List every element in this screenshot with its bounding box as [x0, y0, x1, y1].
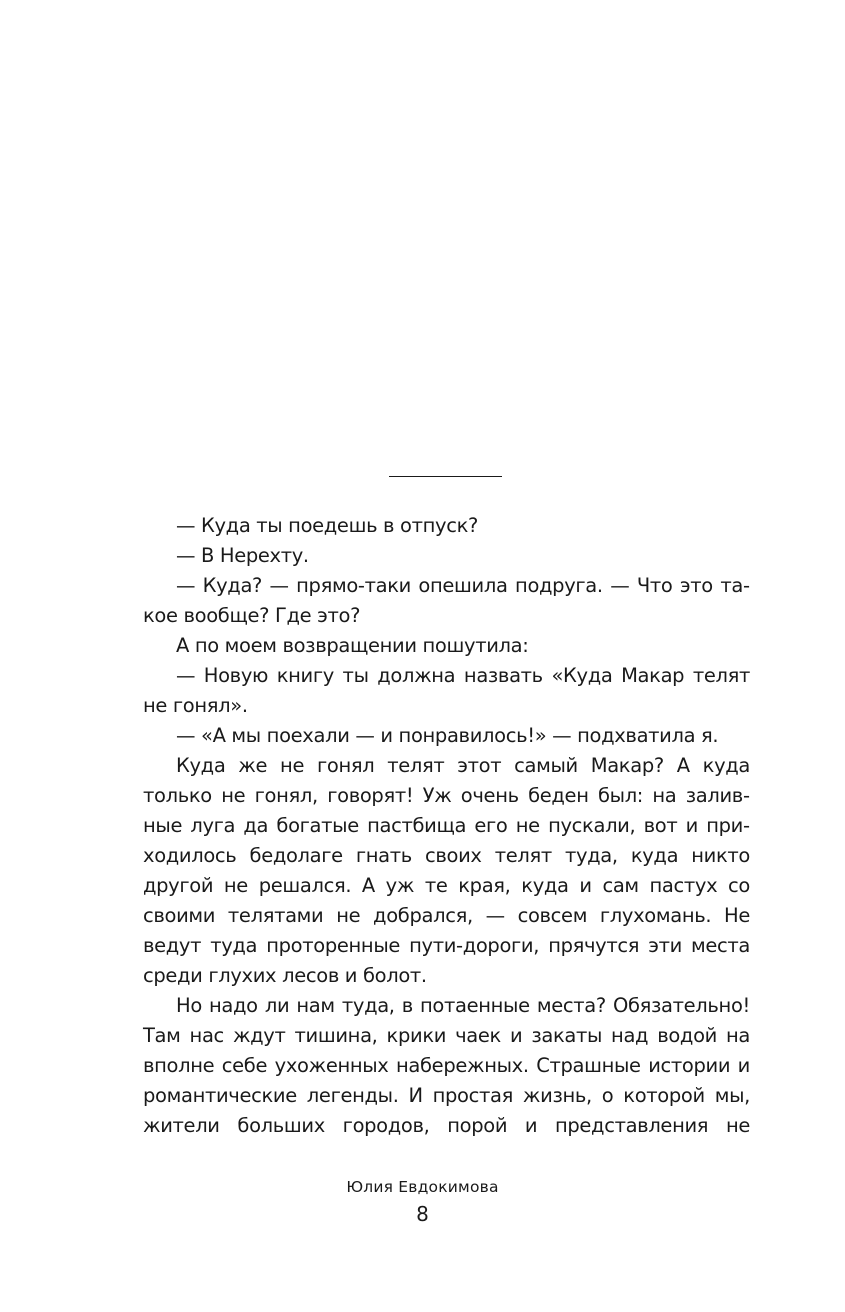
running-footer-author: Юлия Евдокимова	[346, 1178, 499, 1196]
paragraph: А по моем возвращении пошутила:	[176, 634, 529, 657]
section-divider	[389, 476, 502, 477]
paragraph: Куда же не гонял телят этот самый Макар? А куда только не гонял, говорят! Уж очень беден был: на заливные луга да богатые пастбища его не пускали, вот и приходилось бедолаге гнать своих телят туда, куда никто другой не решался. А уж те края, куда и сам пастух со своими телятами не добрался, — совсем глухомань. Не ведут туда проторенные пути-дороги, прячутся эти места среди глухих лесов и болот.	[143, 754, 750, 987]
page-number: 8	[416, 1202, 429, 1226]
paragraph: — Куда? — прямо-таки опешила подруга. — Что это такое вообще? Где это?	[143, 574, 750, 627]
body-text	[143, 511, 750, 1141]
paragraph: — Новую книгу ты должна назвать «Куда Макар телят не гонял».	[143, 664, 750, 717]
paragraph: — «А мы поехали — и понравилось!» — подхватила я.	[176, 724, 719, 747]
paragraph: — Куда ты поедешь в отпуск?	[176, 514, 479, 537]
paragraph: — В Нерехту.	[176, 544, 309, 567]
paragraph: Но надо ли нам туда, в потаенные места? Обязательно! Там нас ждут тишина, крики чаек и закаты над водой на вполне себе ухоженных набережных. Страшные истории и романтические легенды. И простая жизнь, о которой мы, жители больших городов, порой и представления не	[143, 994, 750, 1137]
